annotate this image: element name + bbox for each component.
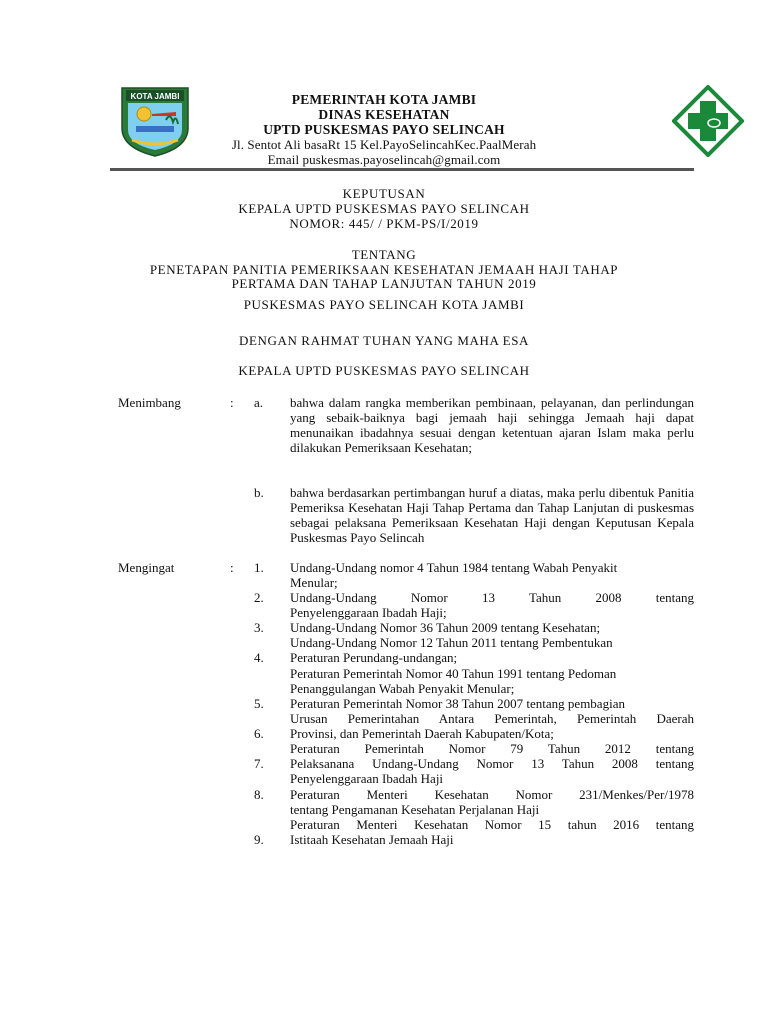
menimbang-a-mark: a.	[254, 395, 264, 410]
mengingat-line: Peraturan Pemerintah Nomor 38 Tahun 2007 tentang pembagian	[290, 696, 625, 711]
mengingat-number: 8.	[254, 787, 264, 802]
mengingat-line: Undang-Undang Nomor 12 Tahun 2011 tentang Pembentukan	[290, 635, 613, 650]
mengingat-line: Penyelenggaraan Ibadah Haji;	[290, 605, 447, 620]
mengingat-number: 5.	[254, 696, 264, 711]
mengingat-line: Undang-Undang nomor 4 Tahun 1984 tentang Wabah Penyakit	[290, 560, 618, 575]
title-puskesmas: PUSKESMAS PAYO SELINCAH KOTA JAMBI	[243, 297, 525, 312]
title-rahmat: DENGAN RAHMAT TUHAN YANG MAHA ESA	[238, 333, 530, 348]
title-penetapan: PENETAPAN PANITIA PEMERIKSAAN KESEHATAN JEMAAH HAJI TAHAP	[149, 262, 619, 277]
mengingat-number: 2.	[254, 590, 264, 605]
mengingat-line: Menular;	[290, 575, 338, 590]
mengingat-line: Provinsi, dan Pemerintah Daerah Kabupaten/Kota;	[290, 726, 554, 741]
mengingat-line: Undang-Undang Nomor 36 Tahun 2009 tentang Kesehatan;	[290, 620, 601, 635]
menimbang-colon: :	[230, 395, 234, 410]
mengingat-line: Peraturan Pemerintah Nomor 79 Tahun 2012 tentang	[290, 741, 694, 756]
mengingat-line: Pelaksanana Undang-Undang Nomor 13 Tahun 2008 tentang	[290, 756, 694, 771]
mengingat-number: 3.	[254, 620, 264, 635]
mengingat-line: Urusan Pemerintahan Antara Pemerintah, Pemerintah Daerah	[290, 711, 694, 726]
mengingat-line: Peraturan Pemerintah Nomor 40 Tahun 1991 tentang Pedoman	[290, 666, 617, 681]
header-email: Email puskesmas.payoselincah@gmail.com	[267, 152, 501, 167]
menimbang-label: Menimbang	[118, 395, 181, 410]
mengingat-line: tentang Pengamanan Kesehatan Perjalanan Haji	[290, 802, 540, 817]
mengingat-line: Peraturan Perundang-undangan;	[290, 650, 458, 665]
mengingat-line: Penanggulangan Wabah Penyakit Menular;	[290, 681, 515, 696]
header-divider	[110, 168, 694, 171]
mengingat-label: Mengingat	[118, 560, 175, 575]
logo-left-text: KOTA JAMBI	[130, 92, 180, 101]
menimbang-a-text: bahwa dalam rangka memberikan pembinaan, pelayanan, dan perlindungan yang sebaik-baiknya bagi jemaah haji sehingga Jemaah haji dapat menunaikan ibadahnya sesuai dengan ketentuan ajaran Islam maka perlu dilakukan Pemeriksaan Kesehatan;	[290, 395, 694, 455]
mengingat-number: 6.	[254, 726, 264, 741]
mengingat-line: Istitaah Kesehatan Jemaah Haji	[290, 832, 454, 847]
mengingat-colon: :	[230, 560, 234, 575]
title-kepala-2: KEPALA UPTD PUSKESMAS PAYO SELINCAH	[238, 363, 530, 378]
header-address: Jl. Sentot Ali basaRt 15 Kel.PayoSelincahKec.PaalMerah	[231, 137, 537, 152]
mengingat-line: Peraturan Menteri Kesehatan Nomor 231/Menkes/Per/1978	[290, 787, 694, 802]
mengingat-line: Peraturan Menteri Kesehatan Nomor 15 tahun 2016 tentang	[290, 817, 694, 832]
mengingat-number: 4.	[254, 650, 264, 665]
menimbang-b-text: bahwa berdasarkan pertimbangan huruf a diatas, maka perlu dibentuk Panitia Pemeriksa Kesehatan Haji Tahap Pertama dan Tahap Lanjutan di puskesmas sebagai pelaksana Pemeriksaan Kesehatan Haji dengan Keputusan Kepala Puskesmas Payo Selincah	[290, 485, 694, 545]
title-keputusan: KEPUTUSAN	[342, 186, 426, 201]
header-line2: DINAS KESEHATAN	[318, 107, 450, 122]
header-line3: UPTD PUSKESMAS PAYO SELINCAH	[263, 122, 505, 137]
mengingat-line: Penyelenggaraan Ibadah Haji	[290, 771, 444, 786]
menimbang-b-mark: b.	[254, 485, 264, 500]
header-line1: PEMERINTAH KOTA JAMBI	[291, 92, 477, 107]
mengingat-number: 1.	[254, 560, 264, 575]
title-tentang: TENTANG	[351, 247, 417, 262]
mengingat-line: Undang-Undang Nomor 13 Tahun 2008 tentang	[290, 590, 694, 605]
mengingat-number: 7.	[254, 756, 264, 771]
title-kepala: KEPALA UPTD PUSKESMAS PAYO SELINCAH	[238, 201, 530, 216]
mengingat-number: 9.	[254, 832, 264, 847]
title-nomor: NOMOR: 445/ / PKM-PS/I/2019	[289, 216, 479, 231]
title-pertama: PERTAMA DAN TAHAP LANJUTAN TAHUN 2019	[231, 276, 537, 291]
